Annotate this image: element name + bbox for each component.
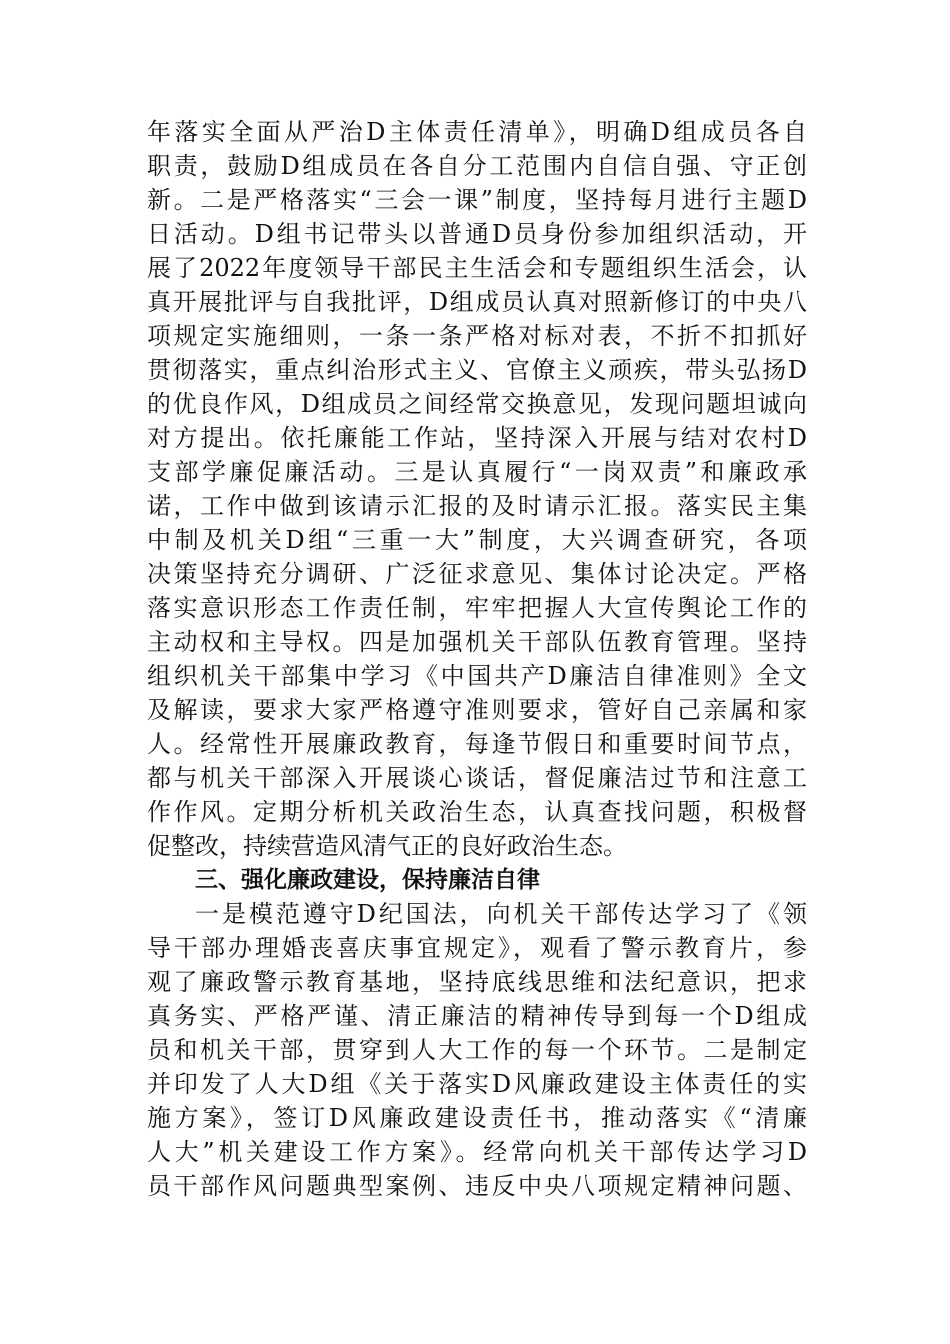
text-line: 一是模范遵守D纪国法，向机关干部传达学习了《领 [195,900,807,928]
text-line: 决策坚持充分调研、广泛征求意见、集体讨论决定。严格 [147,560,807,588]
text-line: 作作风。定期分析机关政治生态，认真查找问题，积极督 [147,798,807,826]
text-line: 导干部办理婚丧喜庆事宜规定》，观看了警示教育片，参 [147,934,807,962]
text-line: 年落实全面从严治D主体责任清单》，明确D组成员各自 [147,118,807,146]
text-line: 员和机关干部，贯穿到人大工作的每一个环节。二是制定 [147,1036,807,1064]
text-line: 的优良作风，D组成员之间经常交换意见，发现问题坦诚向 [147,390,807,418]
text-line: 组织机关干部集中学习《中国共产D廉洁自律准则》全文 [147,662,807,690]
text-line: 促整改，持续营造风清气正的良好政治生态。 [147,832,627,860]
text-line: 新。二是严格落实“三会一课”制度，坚持每月进行主题D [147,186,807,214]
text-line: 落实意识形态工作责任制，牢牢把握人大宣传舆论工作的 [147,594,807,622]
text-line: 职责，鼓励D组成员在各自分工范围内自信自强、守正创 [147,152,807,180]
text-line: 贯彻落实，重点纠治形式主义、官僚主义顽疾，带头弘扬D [147,356,807,384]
text-line: 支部学廉促廉活动。三是认真履行“一岗双责”和廉政承 [147,458,807,486]
text-line: 施方案》，签订D风廉政建设责任书，推动落实《“清廉 [147,1104,807,1132]
text-line: 员干部作风问题典型案例、违反中央八项规定精神问题、 [147,1172,807,1200]
section-heading: 三、强化廉政建设，保持廉洁自律 [195,867,540,893]
text-line: 并印发了人大D组《关于落实D风廉政建设主体责任的实 [147,1070,807,1098]
text-line: 观了廉政警示教育基地，坚持底线思维和法纪意识，把求 [147,968,807,996]
text-line: 都与机关干部深入开展谈心谈话，督促廉洁过节和注意工 [147,764,807,792]
text-line: 日活动。D组书记带头以普通D员身份参加组织活动，开 [147,220,807,248]
text-line: 中制及机关D组“三重一大”制度，大兴调查研究，各项 [147,526,807,554]
paragraph-2 [147,897,807,1203]
text-line: 主动权和主导权。四是加强机关干部队伍教育管理。坚持 [147,628,807,656]
text-line: 人大”机关建设工作方案》。经常向机关干部传达学习D [147,1138,807,1166]
text-line: 真务实、严格严谨、清正廉洁的精神传导到每一个D组成 [147,1002,807,1030]
text-line: 对方提出。依托廉能工作站，坚持深入开展与结对农村D [147,424,807,452]
paragraph-1 [147,115,807,863]
text-line: 展了2022年度领导干部民主生活会和专题组织生活会，认 [147,254,807,282]
text-line: 及解读，要求大家严格遵守准则要求，管好自己亲属和家 [147,696,807,724]
text-line: 项规定实施细则，一条一条严格对标对表，不折不扣抓好 [147,322,807,350]
text-line: 诺，工作中做到该请示汇报的及时请示汇报。落实民主集 [147,492,807,520]
text-line: 真开展批评与自我批评，D组成员认真对照新修订的中央八 [147,288,807,316]
document-body [147,115,807,1203]
text-line: 人。经常性开展廉政教育，每逢节假日和重要时间节点， [147,730,807,758]
